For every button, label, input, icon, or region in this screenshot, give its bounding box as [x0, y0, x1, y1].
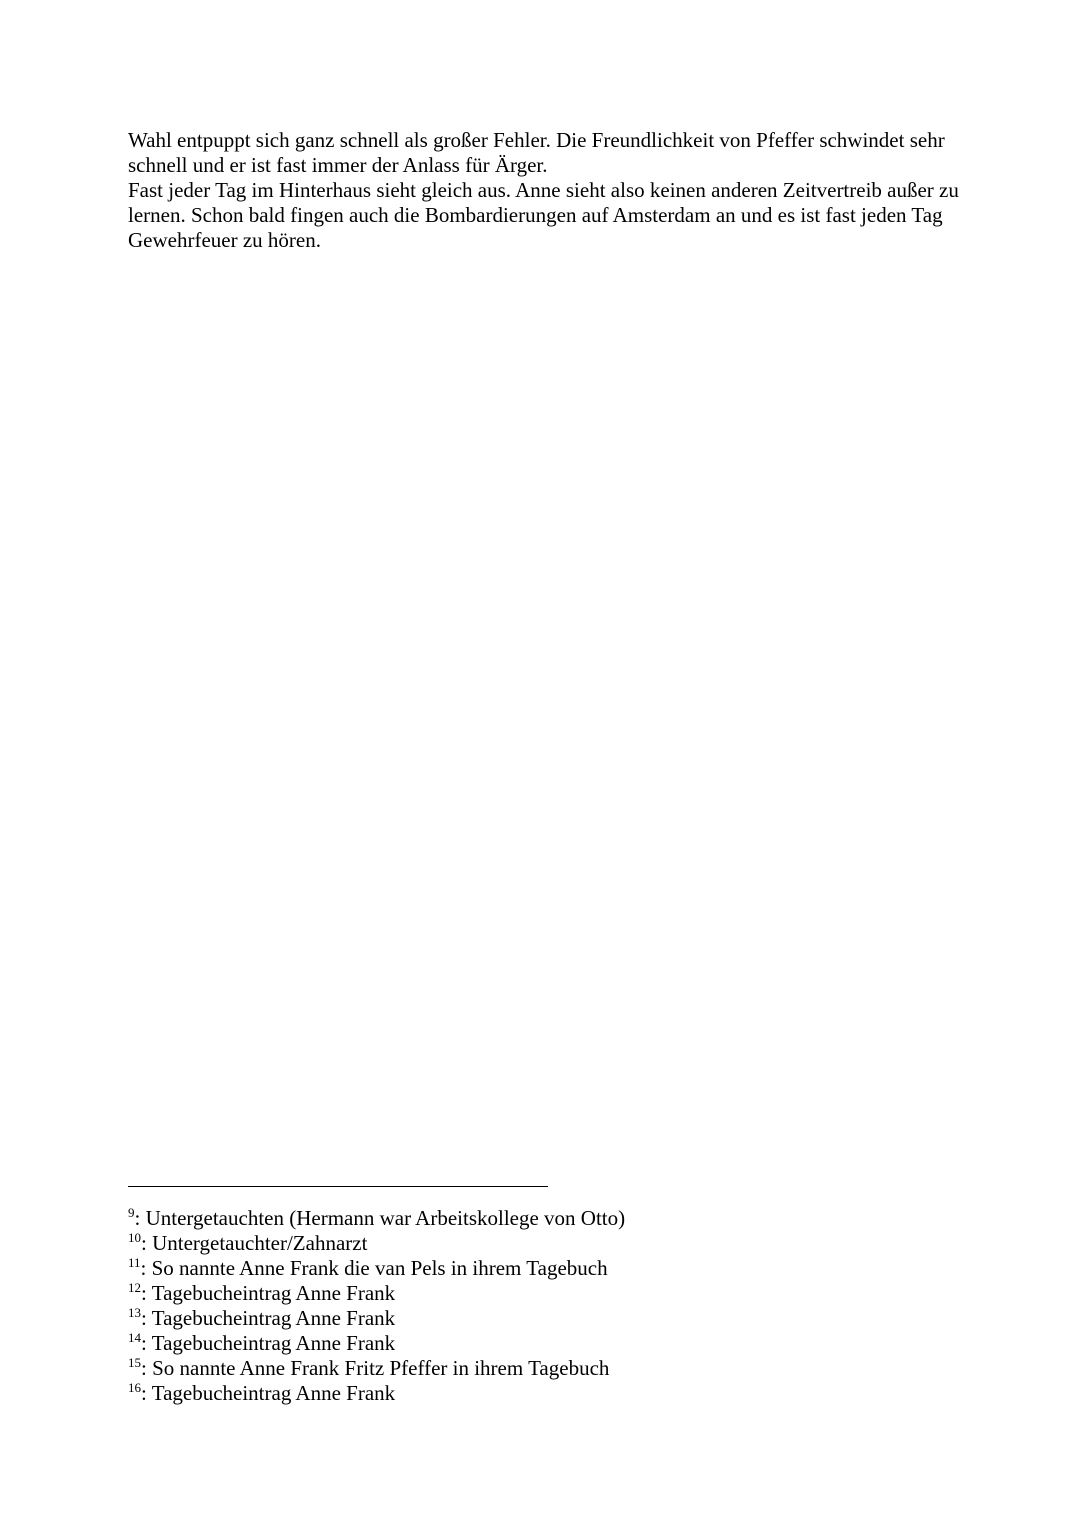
footnote-separator [128, 1186, 548, 1187]
footnote-number: 10 [128, 1230, 141, 1245]
footnote [128, 1381, 928, 1406]
footnote [128, 1281, 928, 1306]
paragraph: Wahl entpuppt sich ganz schnell als großer Fehler. Die Freundlichkeit von Pfeffer schwindet sehr schnell und er ist fast immer der Anlass für Ärger. [128, 128, 945, 177]
footnote-number: 15 [128, 1355, 141, 1370]
footnote-text: : Tagebucheintrag Anne Frank [141, 1381, 396, 1405]
footnote-number: 14 [128, 1330, 141, 1345]
footnote-text: : Tagebucheintrag Anne Frank [141, 1306, 396, 1330]
footnote-number: 16 [128, 1380, 141, 1395]
footnotes-list [128, 1206, 928, 1406]
footnote-number: 9 [128, 1205, 135, 1220]
footnote-text: : Tagebucheintrag Anne Frank [141, 1331, 396, 1355]
footnote-number: 12 [128, 1280, 141, 1295]
footnote [128, 1331, 928, 1356]
footnote-text: : So nannte Anne Frank die van Pels in ihrem Tagebuch [140, 1256, 608, 1280]
footnote-number: 11 [128, 1255, 141, 1270]
footnote-number: 13 [128, 1305, 141, 1320]
footnote-text: : Untergetauchten (Hermann war Arbeitskollege von Otto) [134, 1206, 626, 1230]
footnote [128, 1231, 928, 1256]
footnote [128, 1256, 928, 1281]
footnote [128, 1206, 928, 1231]
footnote [128, 1306, 928, 1331]
footnote-text: : Untergetauchter/Zahnarzt [141, 1231, 368, 1255]
body-text [128, 128, 968, 253]
footnote-text: : Tagebucheintrag Anne Frank [141, 1281, 396, 1305]
paragraph: Fast jeder Tag im Hinterhaus sieht gleich aus. Anne sieht also keinen anderen Zeitvertreib außer zu lernen. Schon bald fingen auch die Bombardierungen auf Amsterdam an und es ist fast jeden Tag Gewehrfeuer zu hören. [128, 178, 959, 252]
footnote [128, 1356, 928, 1381]
footnote-text: : So nannte Anne Frank Fritz Pfeffer in ihrem Tagebuch [141, 1356, 610, 1380]
